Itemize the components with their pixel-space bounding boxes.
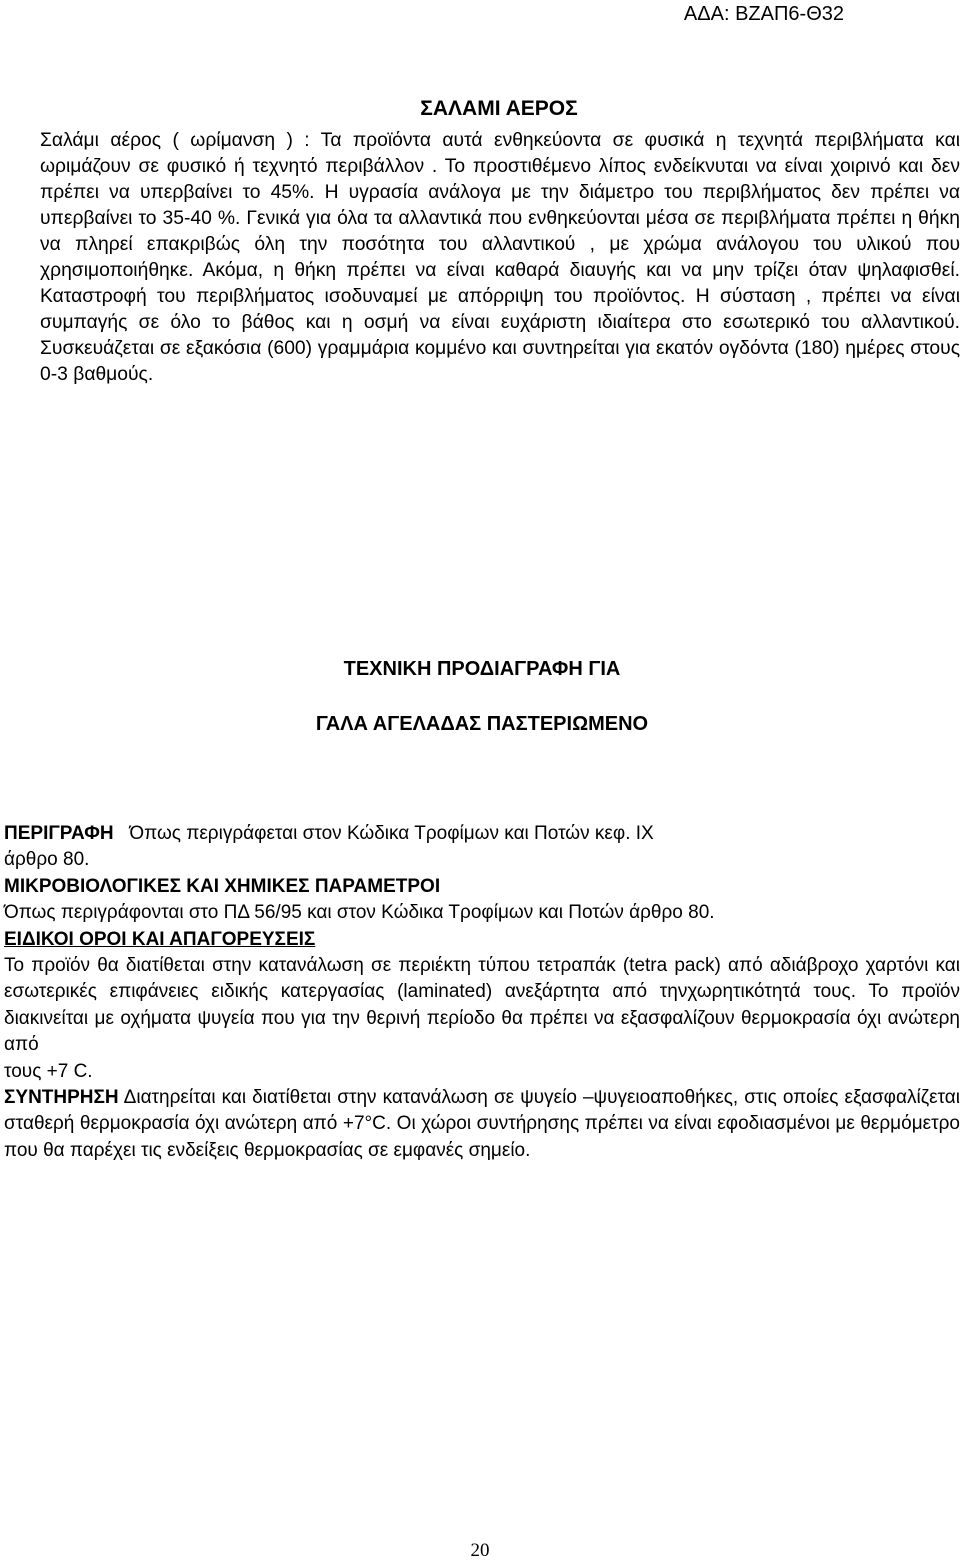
milk-spec-section (4, 821, 960, 1164)
description-row (4, 821, 960, 847)
special-text: Το προϊόν θα διατίθεται στην κατανάλωση σε περιέκτη τύπου τετραπάκ (tetra pack) από αδιάβροχο χαρτόνι και εσωτερικές επιφάνειες ειδικής κατεργασίας (laminated) ανεξάρτητα από τηνχωρητικότητά τους. Το προϊόν διακινείται με οχήματα ψυγεία που για την θερινή περίοδο θα πρέπει να εξασφαλίζουν θερμοκρασία όχι ανώτερη από (4, 955, 960, 1056)
ada-code: ΑΔΑ: ΒΖΑΠ6-Θ32 (683, 3, 844, 25)
salami-title: ΣΑΛΑΜΙ ΑΕΡΟΣ (420, 97, 578, 120)
micro-label: ΜΙΚΡΟΒΙΟΛΟΓΙΚΕΣ ΚΑΙ ΧΗΜΙΚΕΣ ΠΑΡΑΜΕΤΡΟΙ (4, 875, 441, 897)
storage-text: Διατηρείται και διατίθεται στην κατανάλωση σε ψυγείο –ψυγειοαποθήκες, στις οποίες εξασφαλίζεται σταθερή θερμοκρασία όχι ανώτερη από +7°C. Οι χώροι συντήρησης πρέπει να είναι εφοδιασμένοι με θερμόμετρο που θα παρέχει τις ενδείξεις θερμοκρασίας σε εμφανές σημείο. (4, 1087, 960, 1161)
page-number: 20 (470, 1540, 490, 1561)
micro-text: Όπως περιγράφονται στο ΠΔ 56/95 και στον Κώδικα Τροφίμων και Ποτών άρθρο 80. (4, 902, 715, 924)
special-label: ΕΙΔΙΚΟΙ ΟΡΟΙ ΚΑΙ ΑΠΑΓΟΡΕΥΣΕΙΣ (4, 928, 316, 950)
description-text: Όπως περιγράφεται στον Κώδικα Τροφίμων και Ποτών κεφ. ΙΧ (129, 823, 654, 844)
special-text-cont: τους +7 C. (4, 1060, 93, 1082)
spec-title-line1: ΤΕΧΝΙΚΗ ΠΡΟΔΙΑΓΡΑΦΗ ΓΙΑ (343, 658, 621, 680)
salami-section (40, 128, 960, 388)
description-text-cont: άρθρο 80. (4, 849, 90, 871)
description-label: ΠΕΡΙΓΡΑΦΗ (4, 823, 114, 844)
salami-paragraph: Σαλάμι αέρος ( ωρίμανση ) : Τα προϊόντα αυτά ενθηκεύοντα σε φυσικά η τεχνητά περιβλήματα και ωριμάζουν σε φυσικό ή τεχνητό περιβάλλον . Το προστιθέμενο λίπος ενδείκνυται να είναι χοιρινό και δεν πρέπει να υπερβαίνει το 45%. Η υγρασία ανάλογα με την διάμετρο του περιβλήματος δεν πρέπει να υπερβαίνει το 35-40 %. Γενικά για όλα τα αλλαντικά που ενθηκεύονται μέσα σε περιβλήματα πρέπει η θήκη να πληρεί επακριβώς όλη την ποσότητα του αλλαντικού , με χρώμα ανάλογου του υλικού που χρησιμοποιήθηκε. Ακόμα, η θήκη πρέπει να είναι καθαρά διαυγής και να μην τρίζει όταν ψηλαφισθεί. Καταστροφή του περιβλήματος ισοδυναμεί με απόρριψη του προϊόντος. Η σύσταση , πρέπει να είναι συμπαγής σε όλο το βάθος και η οσμή να είναι ευχάριστη ιδιαίτερα στο εσωτερικό του αλλαντικού. Συσκευάζεται σε εξακόσια (600) γραμμάρια κομμένο και συντηρείται για εκατόν ογδόντα (180) ημέρες στους 0-3 βαθμούς. (40, 130, 960, 385)
storage-row (4, 1085, 960, 1164)
spec-title-line2: ΓΑΛΑ ΑΓΕΛΑΔΑΣ ΠΑΣΤΕΡΙΩΜΕΝΟ (315, 713, 649, 735)
storage-label: ΣΥΝΤΗΡΗΣΗ (4, 1087, 119, 1109)
